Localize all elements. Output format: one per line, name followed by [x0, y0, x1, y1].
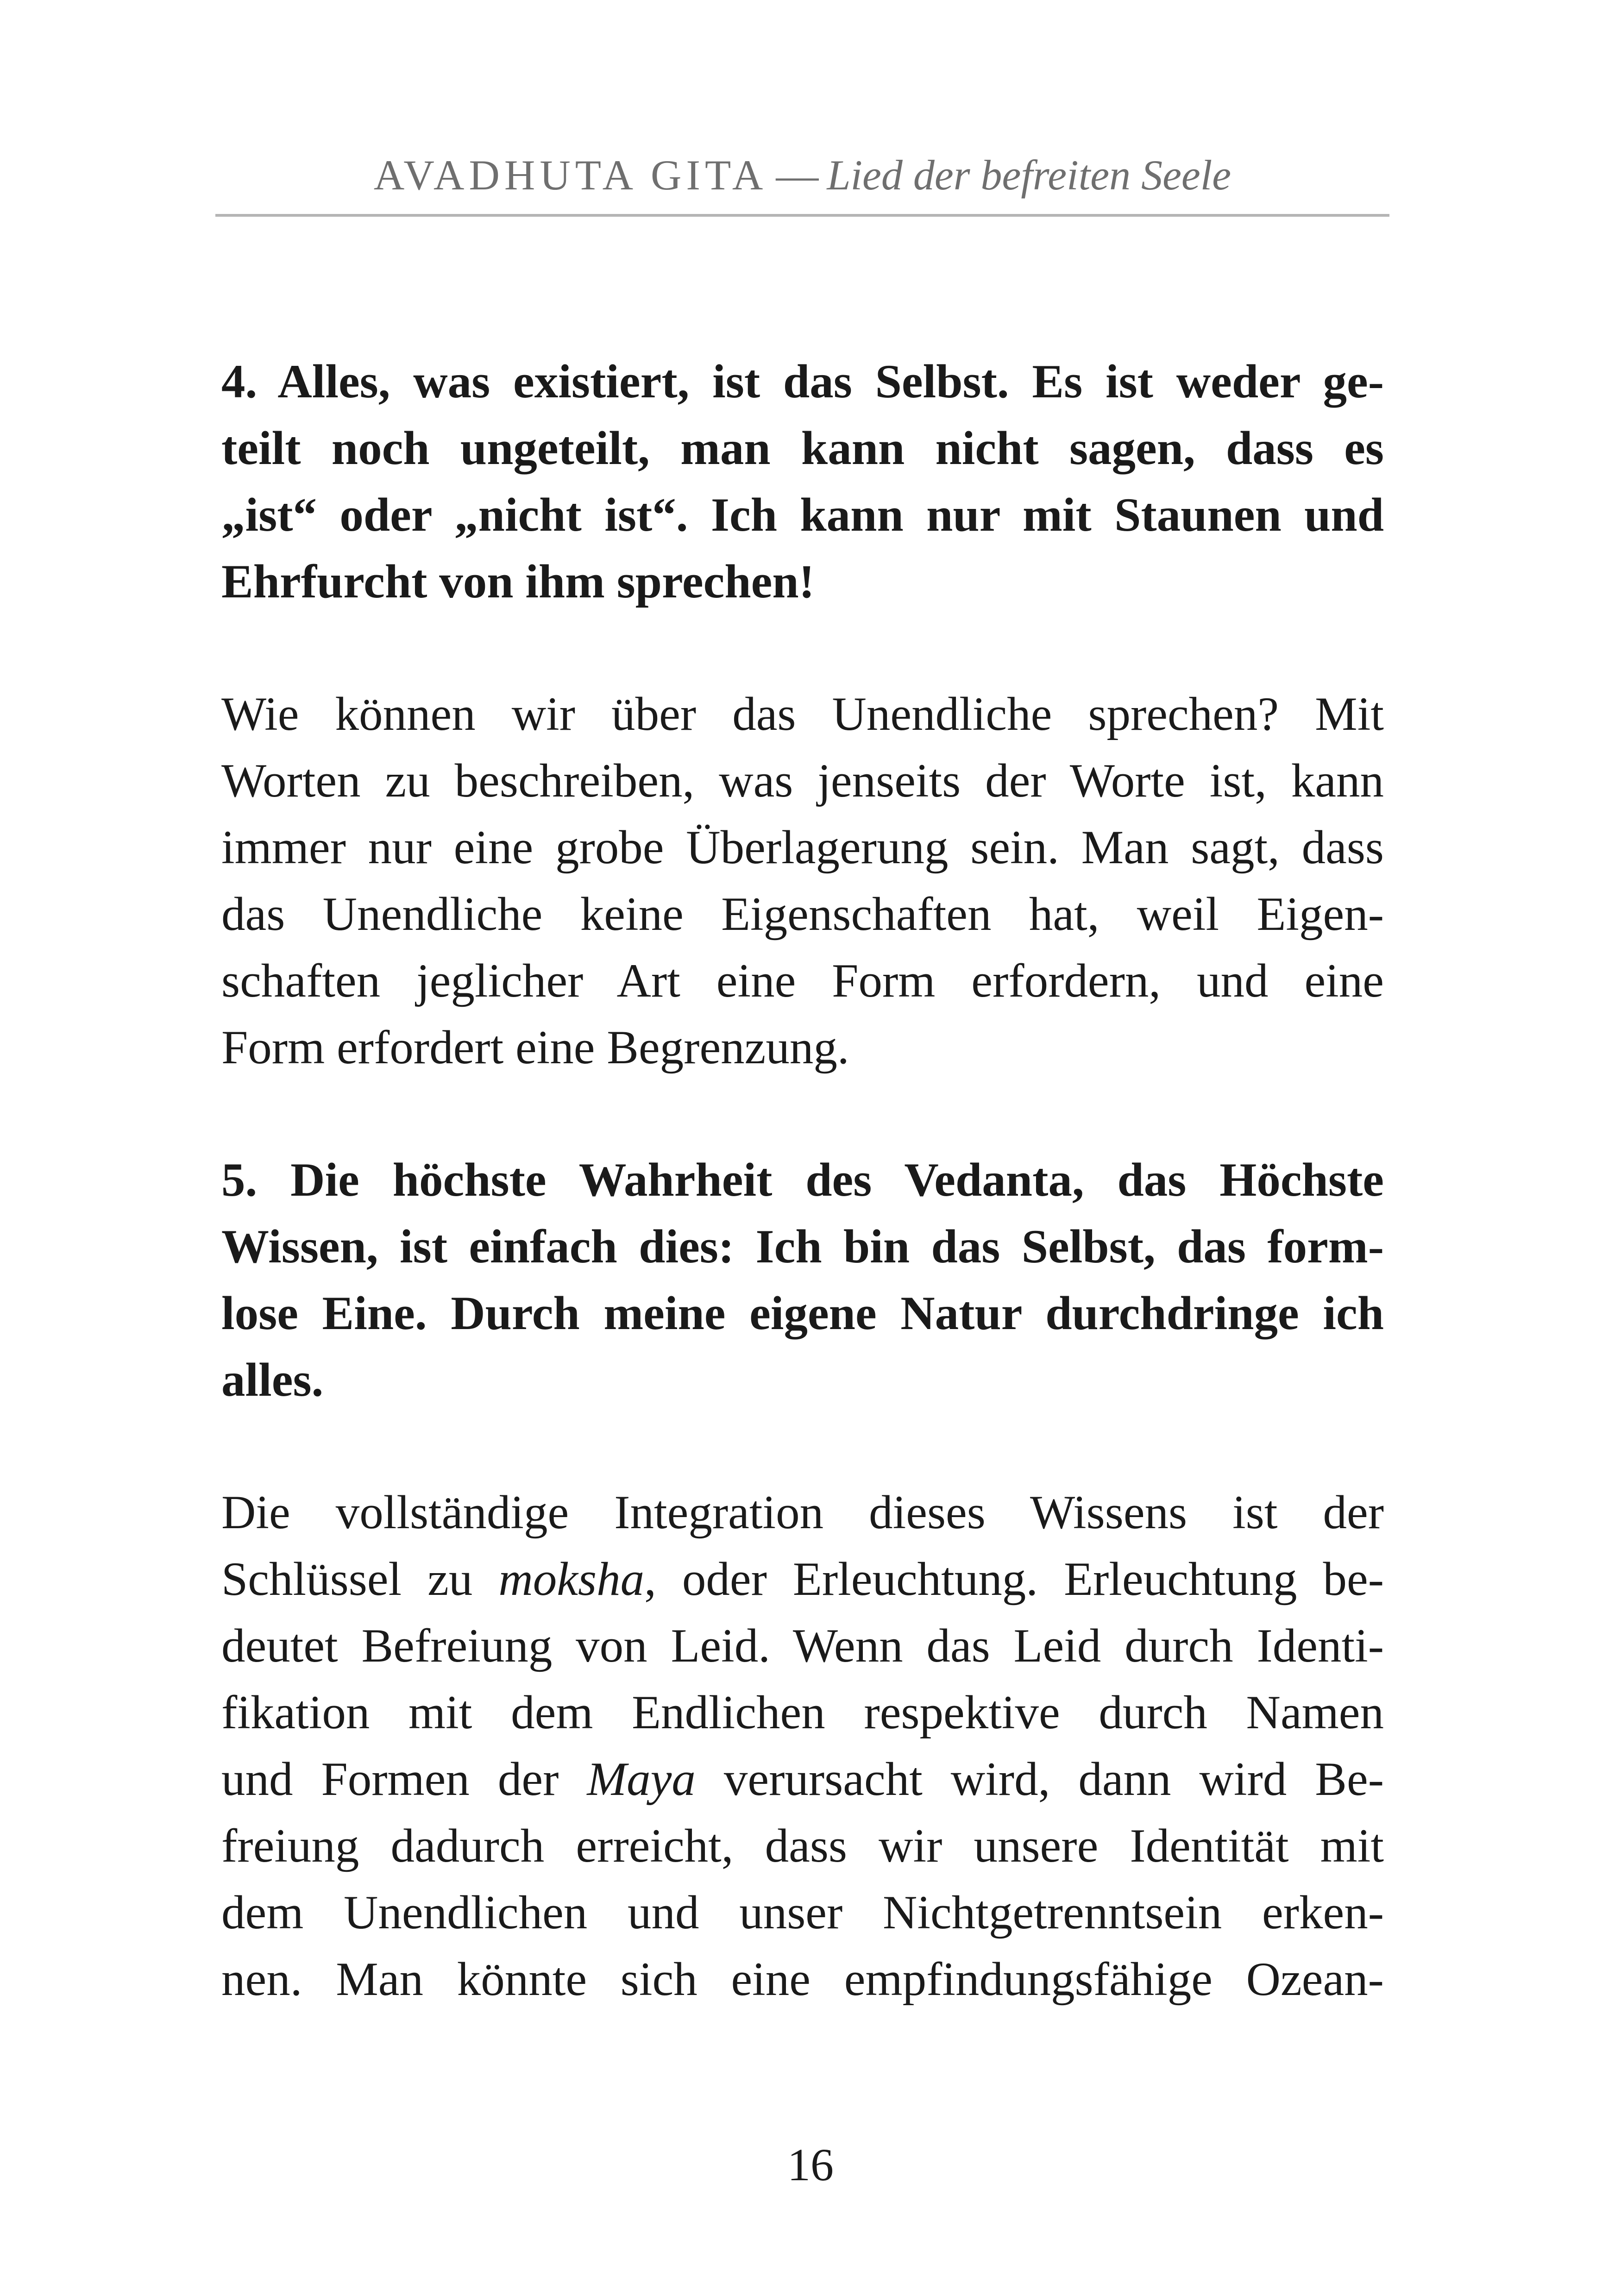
- commentary-line: das Unendliche keine Eigenschaften hat, weil Eigen-: [221, 888, 1384, 941]
- verse-line: Ehrfurcht von ihm sprechen!: [221, 555, 815, 608]
- page-number: 16: [787, 2139, 834, 2190]
- commentary-5: [221, 1479, 1384, 2013]
- verse-line: 5. Die höchste Wahrheit des Vedanta, das Höchste: [221, 1154, 1384, 1206]
- verse-4: [221, 348, 1384, 615]
- commentary-line: deutet Befreiung von Leid. Wenn das Leid durch Identi-: [221, 1619, 1384, 1672]
- verse-line: lose Eine. Durch meine eigene Natur durchdringe ich: [221, 1287, 1384, 1340]
- commentary-line: freiung dadurch erreicht, dass wir unsere Identität mit: [221, 1819, 1384, 1872]
- commentary-line: nen. Man könnte sich eine empfindungsfähige Ozean-: [221, 1953, 1384, 2006]
- commentary-line: dem Unendlichen und unser Nichtgetrenntsein erken-: [221, 1886, 1384, 1939]
- paragraph-gap: [221, 1413, 1384, 1479]
- commentary-line: Worten zu beschreiben, was jenseits der Worte ist, kann: [221, 754, 1384, 807]
- text-segment: und Formen der: [221, 1753, 587, 1806]
- header-dash: —: [776, 151, 819, 199]
- book-title: AVADHUTA GITA: [373, 151, 768, 199]
- commentary-line: Form erfordert eine Begrenzung.: [221, 1021, 849, 1074]
- commentary-line: immer nur eine grobe Überlagerung sein. Man sagt, dass: [221, 821, 1384, 874]
- text-segment: Schlüssel zu: [221, 1553, 499, 1606]
- emphasis-maya: Maya: [587, 1753, 696, 1806]
- page-body: [221, 348, 1384, 2013]
- commentary-line: [221, 1546, 1384, 1612]
- text-segment: , oder Erleuchtung. Erleuchtung be-: [644, 1553, 1384, 1606]
- verse-line: teilt noch ungeteilt, man kann nicht sagen, dass es: [221, 422, 1384, 475]
- paragraph-gap: [221, 1081, 1384, 1147]
- commentary-line: schaften jeglicher Art eine Form erfordern, und eine: [221, 954, 1384, 1007]
- book-subtitle: Lied der befreiten Seele: [827, 151, 1231, 199]
- commentary-line: [221, 1746, 1384, 1813]
- verse-line: „ist“ oder „nicht ist“. Ich kann nur mit Staunen und: [221, 489, 1384, 541]
- commentary-line: Die vollständige Integration dieses Wissens ist der: [221, 1486, 1384, 1539]
- commentary-4: [221, 681, 1384, 1081]
- verse-5: [221, 1147, 1384, 1413]
- verse-line: 4. Alles, was existiert, ist das Selbst. Es ist weder ge-: [221, 355, 1384, 408]
- verse-line: alles.: [221, 1354, 324, 1406]
- verse-line: Wissen, ist einfach dies: Ich bin das Selbst, das form-: [221, 1220, 1384, 1273]
- header-rule: [215, 214, 1389, 217]
- commentary-line: Wie können wir über das Unendliche sprechen? Mit: [221, 688, 1384, 740]
- emphasis-moksha: moksha: [498, 1553, 645, 1606]
- commentary-line: fikation mit dem Endlichen respektive durch Namen: [221, 1686, 1384, 1739]
- text-segment: verursacht wird, dann wird Be-: [695, 1753, 1384, 1806]
- running-header: [215, 147, 1389, 203]
- paragraph-gap: [221, 615, 1384, 681]
